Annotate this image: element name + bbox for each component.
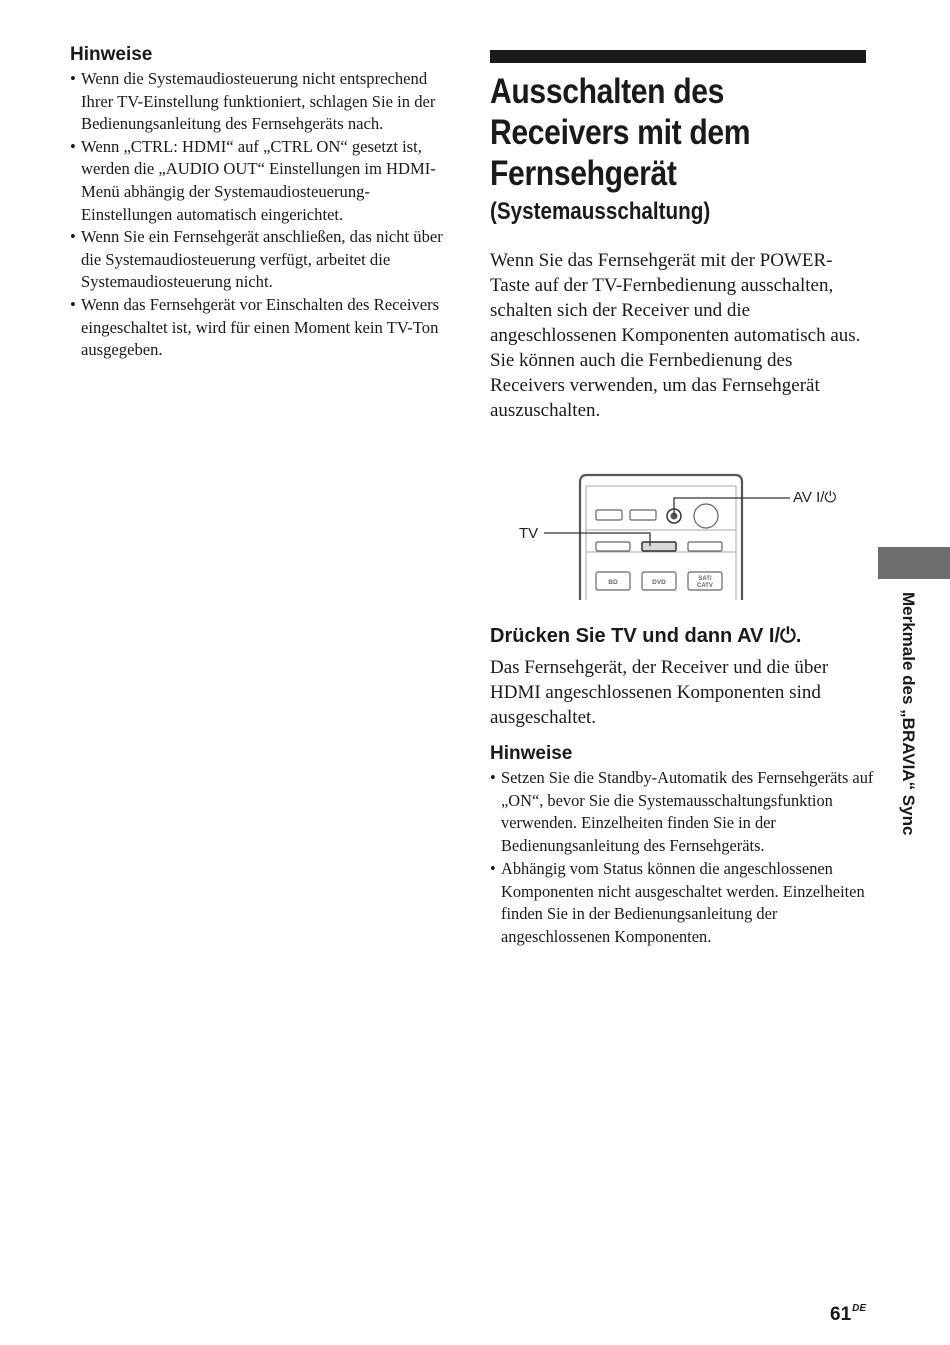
note-item: • Wenn Sie ein Fernsehgerät anschließen, das nicht über die Systemaudiosteuerung verfügt, arbeitet die Systemaudiosteuerung nicht. [70,226,450,294]
remote-button [630,510,656,520]
note-item: • Wenn die Systemaudiosteuerung nicht entsprechend Ihrer TV-Einstellung funktioniert, schlagen Sie in der Bedienungsanleitung des Fernsehgeräts nach. [70,68,450,136]
remote-button [596,510,622,520]
remote-drawing [490,470,868,602]
right-notes [490,743,875,949]
notes-heading: Hinweise [70,44,153,65]
title-line: Ausschalten des [490,72,725,111]
dvd-label: DVD [652,579,666,586]
section-title [490,71,868,194]
sat-label: SAT/ [698,576,712,582]
step-text: Das Fernsehgerät, der Receiver und die über HDMI angeschlossenen Komponenten sind ausgeschaltet. [490,657,829,728]
tv-label: TV [519,525,539,542]
title-line: Receivers mit dem [490,113,751,152]
intro-paragraph: Wenn Sie das Fernsehgerät mit der POWER-Taste auf der TV-Fernbedienung ausschalten, schalten sich der Receiver und die angeschlossenen Komponenten automatisch aus. [490,250,861,346]
remote-button [688,542,722,551]
av-callout-line [674,498,790,516]
notes-list [70,68,450,362]
av-label: AV I/⏻ [793,489,837,506]
step-heading: Drücken Sie TV und dann AV I/⏻. [490,625,802,647]
left-notes [70,44,450,362]
remote-button [596,542,630,551]
note-item: • Setzen Sie die Standby-Automatik des Fernsehgeräts auf „ON“, bevor Sie die Systemausschaltungsfunktion verwenden. Einzelheiten finden Sie in der Bedienungsanleitung des Fernsehgeräts. [490,767,875,858]
title-line: Fernsehgerät [490,154,677,193]
notes-list [490,767,875,949]
note-item: • Wenn „CTRL: HDMI“ auf „CTRL ON“ gesetzt ist, werden die „AUDIO OUT“ Einstellungen im HDMI-Menü abhängig der Systemaudiosteuerung-Einstellungen automatisch eingerichtet. [70,136,450,226]
page-number-value: 61 [830,1304,852,1325]
catv-label: CATV [697,583,713,589]
chapter-tab [878,547,950,579]
chapter-label: Merkmale des „BRAVIA“ Sync [899,592,918,836]
note-item: • Wenn das Fernsehgerät vor Einschalten des Receivers eingeschaltet ist, wird für einen Moment kein TV-Ton ausgegeben. [70,294,450,362]
page-number [830,1303,866,1326]
intro-text [490,248,868,423]
tv-button [642,542,676,551]
main-section [490,50,868,423]
remote-round-button [694,504,718,528]
page-lang-suffix: DE [852,1303,867,1314]
notes-heading: Hinweise [490,743,573,764]
title-rule [490,50,866,63]
remote-illustration [490,470,868,602]
section-subtitle: (Systemausschaltung) [490,198,711,225]
note-item: • Abhängig vom Status können die angeschlossenen Komponenten nicht ausgeschaltet werden. Einzelheiten finden Sie in der Bedienungsanleitung der angeschlossenen Komponenten. [490,858,875,949]
bd-label: BD [608,579,618,586]
intro-paragraph: Sie können auch die Fernbedienung des Receivers verwenden, um das Fernsehgerät auszuschalten. [490,350,820,421]
